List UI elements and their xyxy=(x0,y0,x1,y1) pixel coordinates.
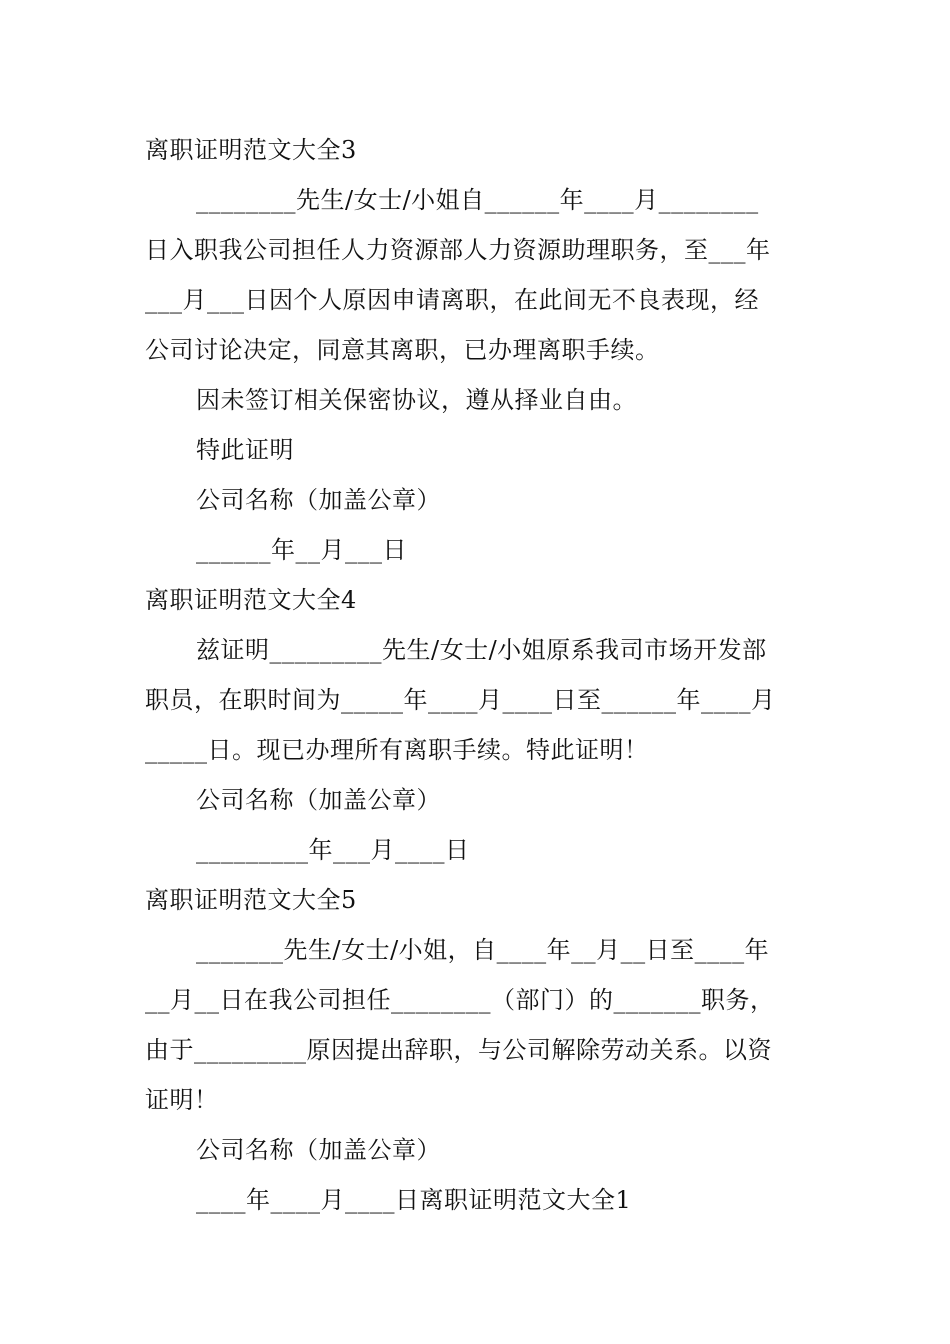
section-5-company-name: 公司名称（加盖公章） xyxy=(196,1136,441,1164)
section-5-line-4: 证明！ xyxy=(145,1086,219,1114)
section-5-line-1: _______先生/女士/小姐，自____年__月__日至____年 xyxy=(196,936,770,964)
section-5-title: 离职证明范文大全5 xyxy=(145,886,357,914)
section-3-line-4: 公司讨论决定，同意其离职，已办理离职手续。 xyxy=(145,336,660,364)
section-5-line-3: 由于_________原因提出辞职，与公司解除劳动关系。以资 xyxy=(145,1036,772,1064)
section-3-company-name: 公司名称（加盖公章） xyxy=(196,486,441,514)
section-3-date: ______年__月___日 xyxy=(196,536,407,564)
section-4-line-2: 职员，在职时间为_____年____月____日至______年____月 xyxy=(145,686,776,714)
section-4-date: _________年___月____日 xyxy=(196,836,470,864)
section-3-line-1: ________先生/女士/小姐自______年____月________ xyxy=(196,186,759,214)
section-5-date-and-next-title: ____年____月____日离职证明范文大全1 xyxy=(196,1186,632,1214)
section-3-line-5: 因未签订相关保密协议，遵从择业自由。 xyxy=(196,386,637,414)
section-4-line-1: 兹证明_________先生/女士/小姐原系我司市场开发部 xyxy=(196,636,767,664)
section-4-company-name: 公司名称（加盖公章） xyxy=(196,786,441,814)
section-3-title: 离职证明范文大全3 xyxy=(145,136,357,164)
section-3-line-3: ___月___日因个人原因申请离职，在此间无不良表现，经 xyxy=(145,286,759,314)
section-4-line-3: _____日。现已办理所有离职手续。特此证明！ xyxy=(145,736,649,764)
section-5-line-2: __月__日在我公司担任________（部门）的_______职务， xyxy=(145,986,775,1014)
section-4-title: 离职证明范文大全4 xyxy=(145,586,357,614)
section-3-certify: 特此证明 xyxy=(196,436,294,464)
section-3-line-2: 日入职我公司担任人力资源部人力资源助理职务，至___年 xyxy=(145,236,771,264)
